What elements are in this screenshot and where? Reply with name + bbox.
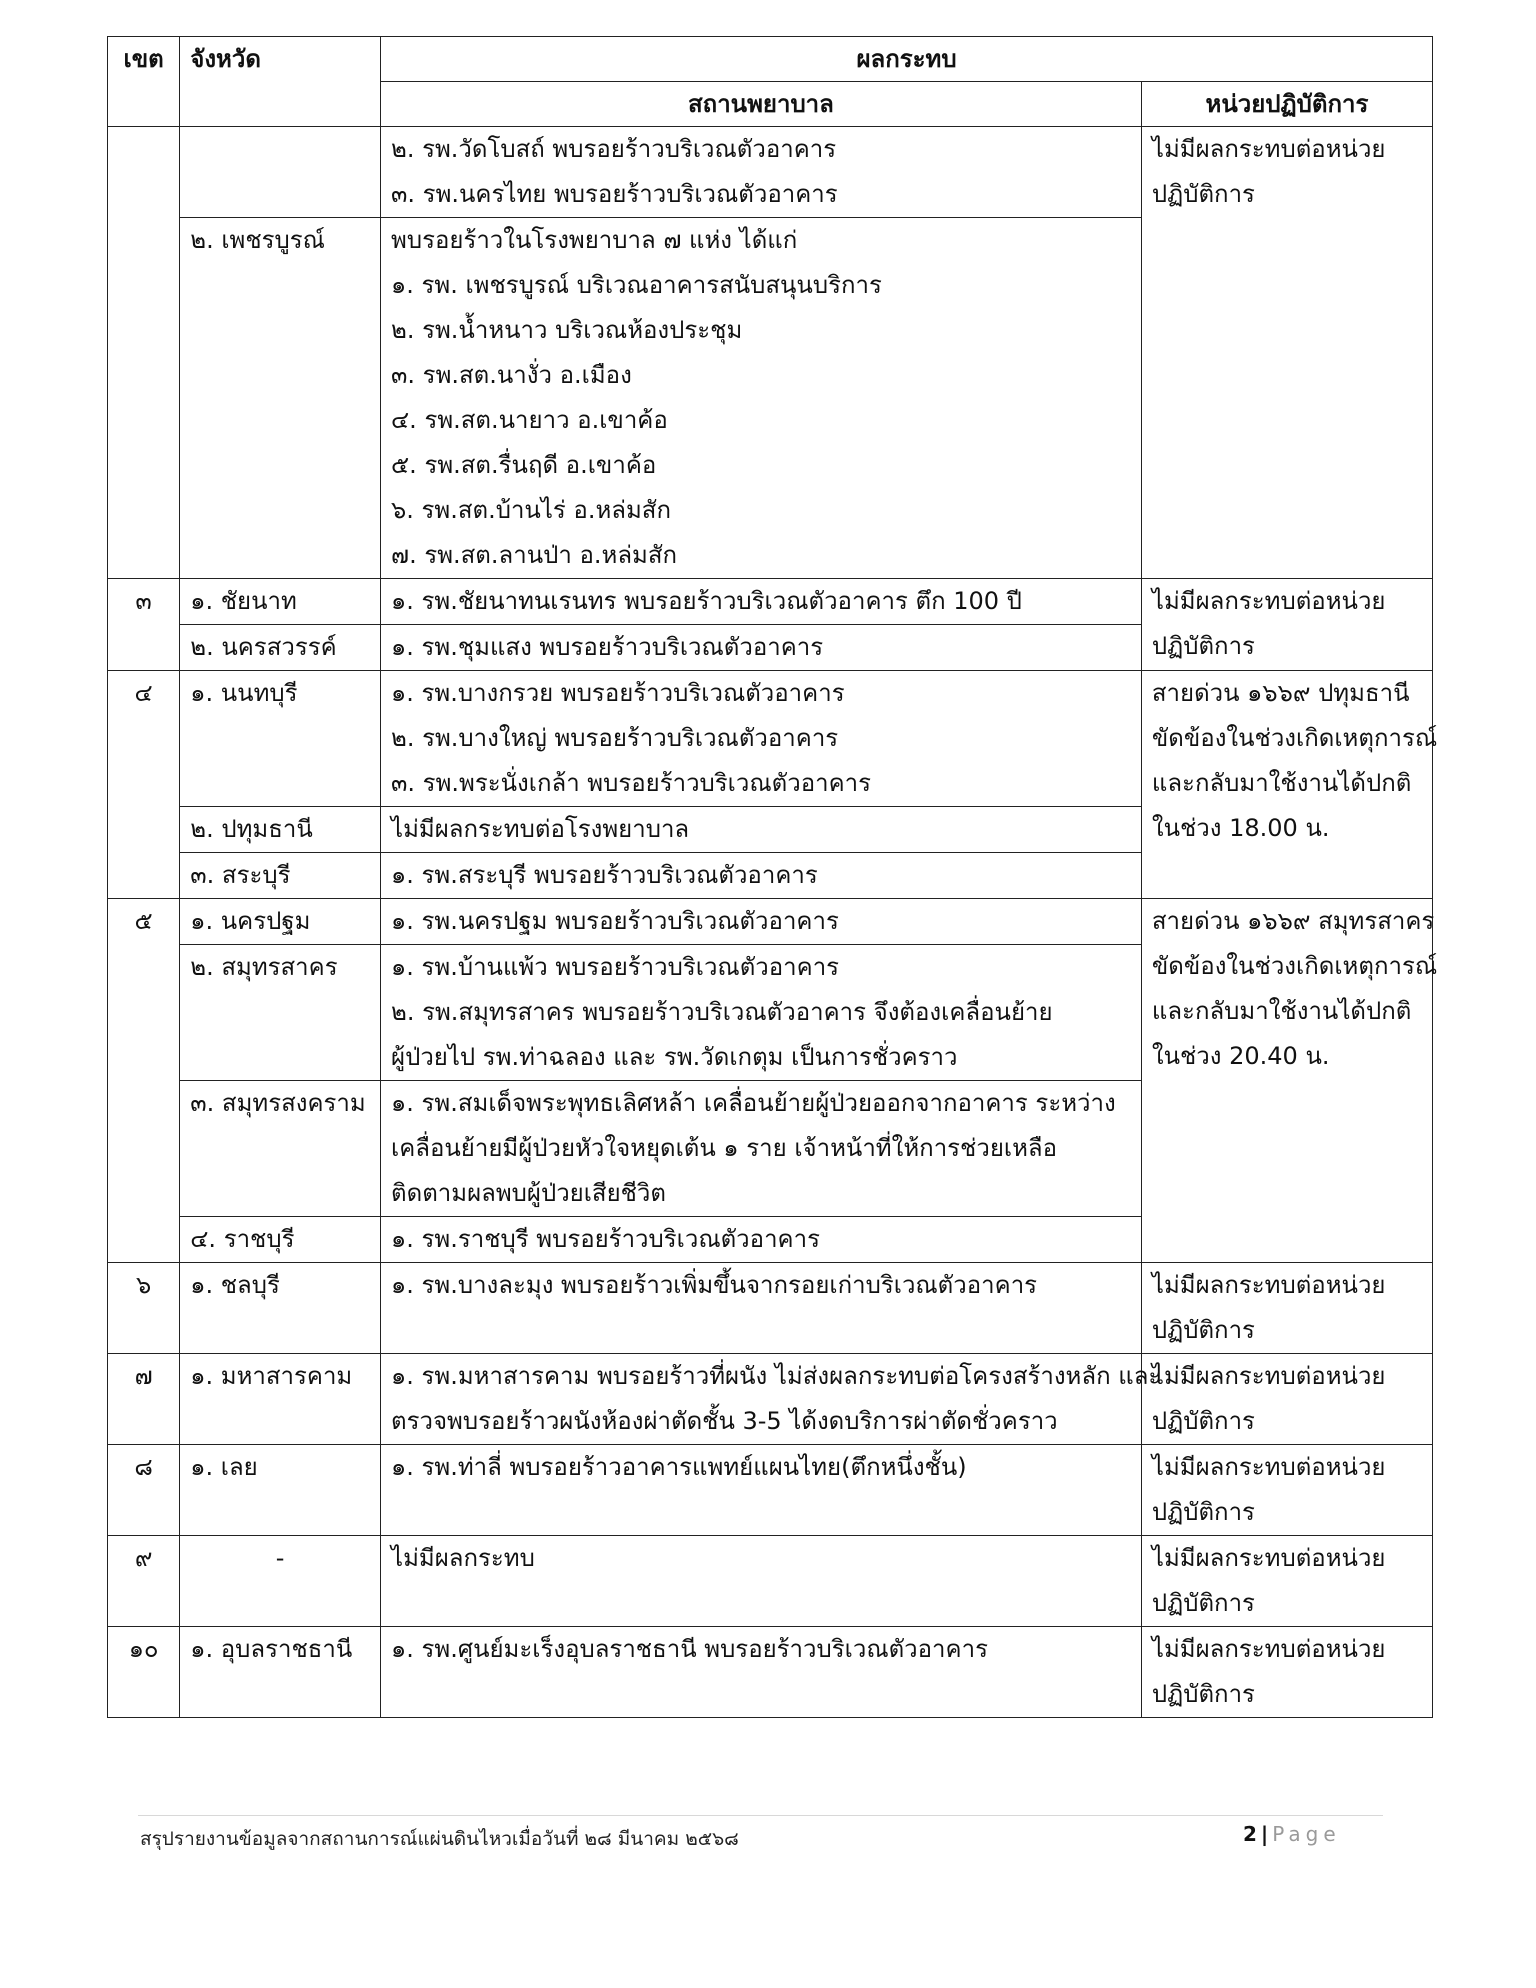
province-cell: ๑. ชัยนาท — [180, 579, 381, 625]
unit-cell — [1141, 1536, 1432, 1627]
hospital-line: ๓. รพ.พระนั่งเกล้า พบรอยร้าวบริเวณตัวอาคาร — [391, 769, 872, 797]
province-cell: ๑. นครปฐม — [180, 899, 381, 945]
table-row — [108, 1263, 1433, 1354]
table-row — [108, 579, 1433, 625]
unit-line: ปฏิบัติการ — [1151, 1498, 1255, 1526]
hospital-line: ผู้ป่วยไป รพ.ท่าฉลอง และ รพ.วัดเกตุม เป็นการชั่วคราว — [391, 1043, 958, 1071]
hospital-line: ๑. รพ.ชัยนาทนเรนทร พบรอยร้าวบริเวณตัวอาคาร ตึก 100 ปี — [391, 587, 1022, 615]
hospital-cell — [381, 1354, 1162, 1445]
hospital-line: ๑. รพ.นครปฐม พบรอยร้าวบริเวณตัวอาคาร — [391, 907, 839, 935]
province-cell: ๑. มหาสารคาม — [180, 1354, 381, 1445]
unit-line: ปฏิบัติการ — [1151, 1407, 1255, 1435]
unit-line: และกลับมาใช้งานได้ปกติ — [1151, 997, 1412, 1025]
hospital-line: ๑. รพ.ราชบุรี พบรอยร้าวบริเวณตัวอาคาร — [391, 1225, 820, 1253]
unit-line: สายด่วน ๑๖๖๙ ปทุมธานี — [1151, 679, 1410, 707]
table-row — [108, 1354, 1433, 1445]
hospital-line: ๒. รพ.น้ำหนาว บริเวณห้องประชุม — [391, 316, 743, 344]
zone-cell: ๖ — [108, 1263, 180, 1354]
page-indicator — [1243, 1822, 1341, 1846]
hospital-line: ๓. รพ.นครไทย พบรอยร้าวบริเวณตัวอาคาร — [391, 180, 838, 208]
hospital-cell — [381, 1445, 1142, 1536]
hospital-line: พบรอยร้าวในโรงพยาบาล ๗ แห่ง ได้แก่ — [391, 226, 798, 254]
hospital-cell — [381, 1217, 1142, 1263]
hospital-line: ๑. รพ. เพชรบูรณ์ บริเวณอาคารสนับสนุนบริการ — [391, 271, 882, 299]
hospital-line: ๑. รพ.ชุมแสง พบรอยร้าวบริเวณตัวอาคาร — [391, 633, 824, 661]
zone-cell: ๗ — [108, 1354, 180, 1445]
hospital-cell — [381, 807, 1142, 853]
province-cell: ๒. นครสวรรค์ — [180, 625, 381, 671]
province-cell: ๑. อุบลราชธานี — [180, 1627, 381, 1718]
zone-cell: ๑๐ — [108, 1627, 180, 1718]
table-row — [108, 899, 1433, 945]
zone-cell: ๔ — [108, 671, 180, 899]
unit-cell — [1141, 899, 1438, 1263]
unit-line: ไม่มีผลกระทบต่อหน่วย — [1151, 1635, 1386, 1663]
unit-line: ปฏิบัติการ — [1151, 1680, 1255, 1708]
hospital-line: ๕. รพ.สต.รื่นฤดี อ.เขาค้อ — [391, 451, 657, 479]
unit-cell — [1141, 1263, 1432, 1354]
hospital-line: ๓. รพ.สต.นางั่ว อ.เมือง — [391, 361, 632, 389]
footer-divider — [138, 1815, 1383, 1816]
hospital-cell — [381, 899, 1142, 945]
unit-line: สายด่วน ๑๖๖๙ สมุทรสาคร — [1151, 907, 1435, 935]
hospital-cell — [381, 853, 1142, 899]
header-unit: หน่วยปฏิบัติการ — [1141, 82, 1432, 127]
unit-line: ไม่มีผลกระทบต่อหน่วย — [1151, 587, 1386, 615]
hospital-cell — [381, 127, 1142, 218]
hospital-cell — [381, 945, 1142, 1081]
zone-cell: ๓ — [108, 579, 180, 671]
unit-line: ขัดข้องในช่วงเกิดเหตุการณ์ — [1151, 952, 1438, 980]
hospital-line: ติดตามผลพบผู้ป่วยเสียชีวิต — [391, 1179, 666, 1207]
hospital-cell — [381, 671, 1142, 807]
unit-line: ไม่มีผลกระทบต่อหน่วย — [1151, 1271, 1386, 1299]
unit-cell — [1141, 671, 1438, 899]
hospital-line: ๔. รพ.สต.นายาว อ.เขาค้อ — [391, 406, 668, 434]
hospital-cell — [381, 218, 1142, 579]
province-cell: ๒. เพชรบูรณ์ — [180, 218, 381, 579]
table-row — [108, 1445, 1433, 1536]
province-cell: ๒. ปทุมธานี — [180, 807, 381, 853]
unit-line: ไม่มีผลกระทบต่อหน่วย — [1151, 1544, 1386, 1572]
province-cell — [180, 127, 381, 218]
hospital-line: ๖. รพ.สต.บ้านไร่ อ.หล่มสัก — [391, 496, 671, 524]
hospital-cell — [381, 1627, 1142, 1718]
hospital-line: ๒. รพ.บางใหญ่ พบรอยร้าวบริเวณตัวอาคาร — [391, 724, 839, 752]
province-cell: ๑. เลย — [180, 1445, 381, 1536]
unit-line: ขัดข้องในช่วงเกิดเหตุการณ์ — [1151, 724, 1438, 752]
hospital-line: ๒. รพ.สมุทรสาคร พบรอยร้าวบริเวณตัวอาคาร จึงต้องเคลื่อนย้าย — [391, 998, 1053, 1026]
zone-cell: ๕ — [108, 899, 180, 1263]
province-cell: ๔. ราชบุรี — [180, 1217, 381, 1263]
hospital-line: ๑. รพ.ศูนย์มะเร็งอุบลราชธานี พบรอยร้าวบริเวณตัวอาคาร — [391, 1635, 988, 1663]
unit-line: ในช่วง 18.00 น. — [1151, 814, 1330, 842]
hospital-line: ไม่มีผลกระทบต่อโรงพยาบาล — [391, 815, 690, 843]
page-number: 2 — [1243, 1822, 1257, 1846]
unit-line: ปฏิบัติการ — [1151, 1316, 1255, 1344]
province-cell: ๓. สมุทรสงคราม — [180, 1081, 381, 1217]
hospital-line: ไม่มีผลกระทบ — [391, 1544, 535, 1572]
table-row — [108, 1627, 1433, 1718]
province-cell: - — [180, 1536, 381, 1627]
hospital-line: ๑. รพ.สระบุรี พบรอยร้าวบริเวณตัวอาคาร — [391, 861, 818, 889]
unit-line: ในช่วง 20.40 น. — [1151, 1042, 1330, 1070]
unit-cell — [1141, 1627, 1432, 1718]
unit-line: และกลับมาใช้งานได้ปกติ — [1151, 769, 1412, 797]
impact-table — [107, 36, 1438, 1718]
unit-line: ไม่มีผลกระทบต่อหน่วย — [1151, 135, 1386, 163]
page-separator: | — [1260, 1822, 1269, 1846]
footer-title: สรุปรายงานข้อมูลจากสถานการณ์แผ่นดินไหวเมื่อวันที่ ๒๘ มีนาคม ๒๕๖๘ — [140, 1828, 739, 1850]
unit-line: ปฏิบัติการ — [1151, 632, 1255, 660]
table-row — [108, 671, 1433, 807]
hospital-cell — [381, 1263, 1142, 1354]
header-province: จังหวัด — [180, 37, 381, 127]
zone-cell — [108, 127, 180, 579]
hospital-cell — [381, 625, 1142, 671]
hospital-line: ๑. รพ.สมเด็จพระพุทธเลิศหล้า เคลื่อนย้ายผู้ป่วยออกจากอาคาร ระหว่าง — [391, 1089, 1116, 1117]
hospital-line: ๑. รพ.บางกรวย พบรอยร้าวบริเวณตัวอาคาร — [391, 679, 845, 707]
hospital-line: ๑. รพ.มหาสารคาม พบรอยร้าวที่ผนัง ไม่ส่งผลกระทบต่อโครงสร้างหลัก และ — [391, 1362, 1162, 1390]
zone-cell: ๘ — [108, 1445, 180, 1536]
unit-line: ไม่มีผลกระทบต่อหน่วย — [1151, 1362, 1386, 1390]
unit-cell — [1141, 1445, 1432, 1536]
unit-line: ปฏิบัติการ — [1151, 1589, 1255, 1617]
unit-line: ปฏิบัติการ — [1151, 180, 1255, 208]
hospital-cell — [381, 579, 1142, 625]
header-row — [108, 37, 1433, 82]
hospital-line: ๑. รพ.ท่าลี่ พบรอยร้าวอาคารแพทย์แผนไทย(ตึกหนึ่งชั้น) — [391, 1453, 967, 1481]
province-cell: ๓. สระบุรี — [180, 853, 381, 899]
unit-cell — [1141, 127, 1432, 579]
hospital-line: ๗. รพ.สต.ลานป่า อ.หล่มสัก — [391, 541, 678, 569]
hospital-line: ๒. รพ.วัดโบสถ์ พบรอยร้าวบริเวณตัวอาคาร — [391, 135, 837, 163]
header-hospital: สถานพยาบาล — [381, 82, 1142, 127]
unit-cell — [1141, 579, 1432, 671]
hospital-line: ๑. รพ.บ้านแพ้ว พบรอยร้าวบริเวณตัวอาคาร — [391, 953, 840, 981]
table-row — [108, 1536, 1433, 1627]
province-cell: ๑. นนทบุรี — [180, 671, 381, 807]
unit-line: ไม่มีผลกระทบต่อหน่วย — [1151, 1453, 1386, 1481]
province-cell: ๑. ชลบุรี — [180, 1263, 381, 1354]
hospital-cell — [381, 1536, 1142, 1627]
hospital-line: ตรวจพบรอยร้าวผนังห้องผ่าตัดชั้น 3-5 ได้งดบริการผ่าตัดชั่วคราว — [391, 1407, 1058, 1435]
hospital-line: เคลื่อนย้ายมีผู้ป่วยหัวใจหยุดเต้น ๑ ราย เจ้าหน้าที่ให้การช่วยเหลือ — [391, 1134, 1058, 1162]
header-zone: เขต — [108, 37, 180, 127]
zone-cell: ๙ — [108, 1536, 180, 1627]
page-label: Page — [1272, 1822, 1341, 1846]
hospital-line: ๑. รพ.บางละมุง พบรอยร้าวเพิ่มขึ้นจากรอยเก่าบริเวณตัวอาคาร — [391, 1271, 1038, 1299]
header-impact: ผลกระทบ — [381, 37, 1433, 82]
hospital-cell — [381, 1081, 1142, 1217]
unit-cell — [1141, 1354, 1432, 1445]
table-row — [108, 127, 1433, 218]
province-cell: ๒. สมุทรสาคร — [180, 945, 381, 1081]
